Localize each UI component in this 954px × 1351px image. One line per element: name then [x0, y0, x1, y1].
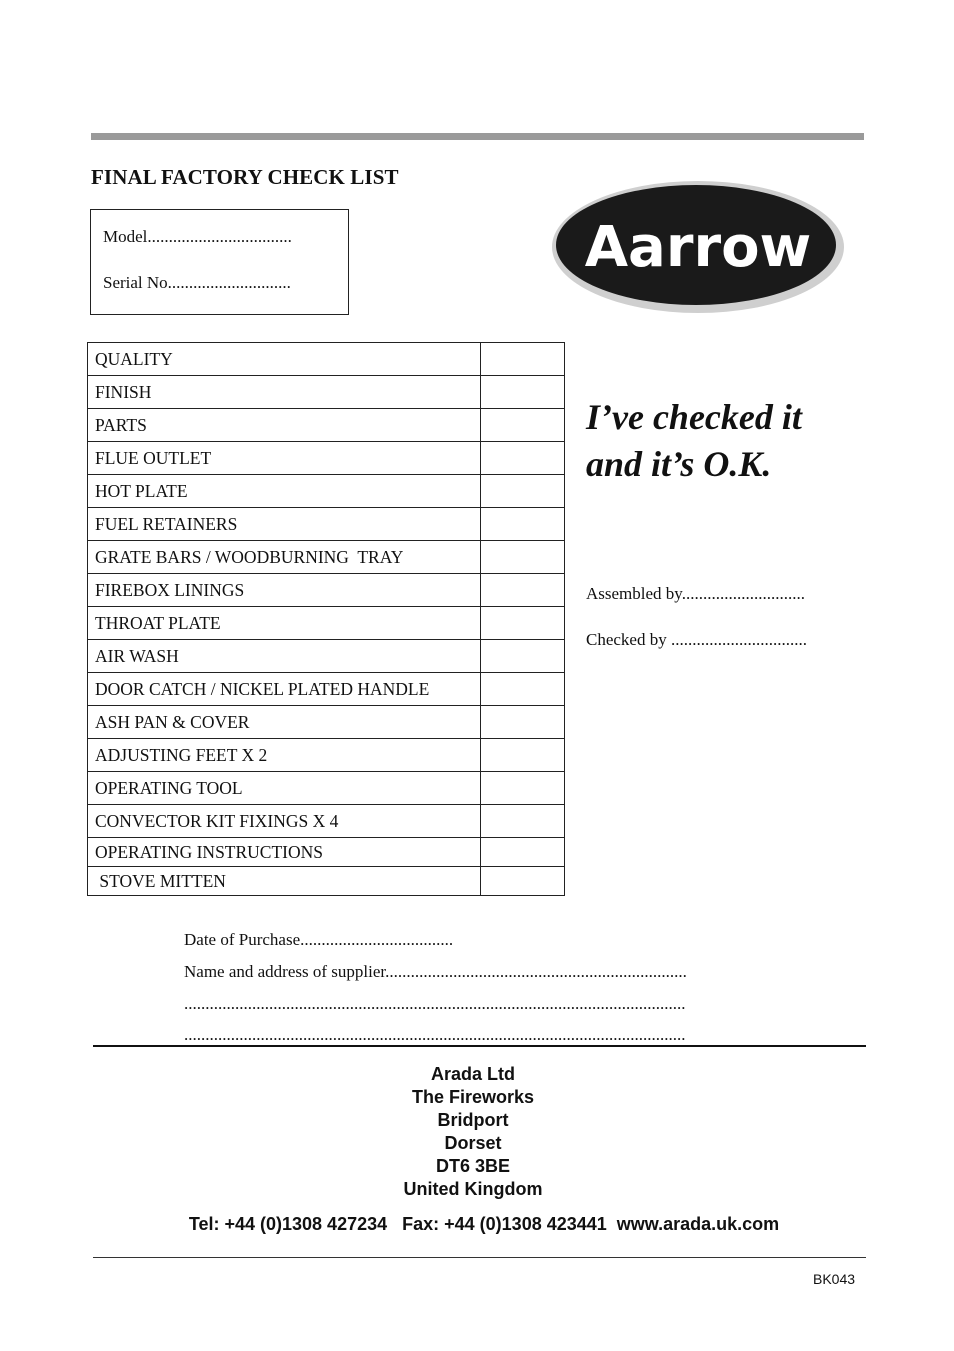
- address-line: The Fireworks: [411, 1087, 535, 1107]
- check-row: [88, 508, 565, 541]
- check-row: [88, 673, 565, 706]
- company-address: [0, 1063, 946, 1201]
- supplier-line-2: ......................................................................................................................: [184, 994, 686, 1013]
- assembled-by-field: Assembled by.............................: [586, 584, 805, 603]
- check-box[interactable]: [481, 838, 565, 867]
- document-code: BK043: [813, 1271, 856, 1287]
- check-list-table: [87, 342, 565, 896]
- address-line: DT6 3BE: [435, 1156, 511, 1176]
- check-item-label: THROAT PLATE: [88, 607, 481, 640]
- top-rule: [91, 133, 864, 140]
- check-row: [88, 574, 565, 607]
- divider: [93, 1045, 866, 1047]
- check-row: [88, 867, 565, 896]
- check-item-label: PARTS: [88, 409, 481, 442]
- check-row: [88, 442, 565, 475]
- aarrow-logo: [550, 178, 846, 316]
- check-item-label: CONVECTOR KIT FIXINGS X 4: [88, 805, 481, 838]
- check-box[interactable]: [481, 640, 565, 673]
- check-box[interactable]: [481, 867, 565, 896]
- check-row: [88, 376, 565, 409]
- check-item-label: OPERATING TOOL: [88, 772, 481, 805]
- page-title: FINAL FACTORY CHECK LIST: [91, 165, 399, 189]
- check-row: [88, 706, 565, 739]
- check-item-label: FLUE OUTLET: [88, 442, 481, 475]
- check-box[interactable]: [481, 772, 565, 805]
- contact-line: Tel: +44 (0)1308 427234 Fax: +44 (0)1308 423441 www.arada.uk.com: [188, 1214, 780, 1234]
- check-row: [88, 343, 565, 376]
- check-box[interactable]: [481, 607, 565, 640]
- model-serial-box: [90, 209, 349, 315]
- check-box[interactable]: [481, 475, 565, 508]
- supplier-line-3: ......................................................................................................................: [184, 1025, 686, 1044]
- bottom-divider: [93, 1257, 866, 1258]
- check-item-label: DOOR CATCH / NICKEL PLATED HANDLE: [88, 673, 481, 706]
- check-row: [88, 772, 565, 805]
- check-box[interactable]: [481, 376, 565, 409]
- check-item-label: QUALITY: [88, 343, 481, 376]
- supplier-field: Name and address of supplier.......................................................................: [184, 962, 687, 981]
- check-item-label: FUEL RETAINERS: [88, 508, 481, 541]
- check-row: [88, 805, 565, 838]
- check-row: [88, 607, 565, 640]
- check-box[interactable]: [481, 739, 565, 772]
- checked-by-field: Checked by ................................: [586, 630, 807, 649]
- check-row: [88, 640, 565, 673]
- check-item-label: STOVE MITTEN: [88, 867, 481, 896]
- check-item-label: AIR WASH: [88, 640, 481, 673]
- serial-field: Serial No.............................: [103, 273, 291, 292]
- check-box[interactable]: [481, 541, 565, 574]
- check-box[interactable]: [481, 574, 565, 607]
- slogan: [586, 394, 802, 488]
- check-box[interactable]: [481, 409, 565, 442]
- check-box[interactable]: [481, 343, 565, 376]
- check-row: [88, 541, 565, 574]
- check-row: [88, 838, 565, 867]
- check-item-label: ASH PAN & COVER: [88, 706, 481, 739]
- check-row: [88, 475, 565, 508]
- check-box[interactable]: [481, 673, 565, 706]
- address-line: United Kingdom: [403, 1179, 543, 1199]
- address-line: Dorset: [444, 1133, 502, 1153]
- check-row: [88, 739, 565, 772]
- check-item-label: HOT PLATE: [88, 475, 481, 508]
- slogan-line-1: I’ve checked it: [586, 397, 802, 437]
- check-item-label: FINISH: [88, 376, 481, 409]
- check-box[interactable]: [481, 706, 565, 739]
- check-box[interactable]: [481, 442, 565, 475]
- check-box[interactable]: [481, 805, 565, 838]
- address-line: Arada Ltd: [430, 1064, 515, 1084]
- check-item-label: ADJUSTING FEET X 2: [88, 739, 481, 772]
- logo-text: Aarrow: [584, 215, 812, 280]
- check-item-label: GRATE BARS / WOODBURNING TRAY: [88, 541, 481, 574]
- check-box[interactable]: [481, 508, 565, 541]
- date-of-purchase-field: Date of Purchase....................................: [184, 930, 454, 949]
- check-row: [88, 409, 565, 442]
- slogan-line-2: and it’s O.K.: [586, 444, 772, 484]
- address-line: Bridport: [437, 1110, 509, 1130]
- model-field: Model..................................: [103, 227, 292, 246]
- check-item-label: FIREBOX LININGS: [88, 574, 481, 607]
- check-item-label: OPERATING INSTRUCTIONS: [88, 838, 481, 867]
